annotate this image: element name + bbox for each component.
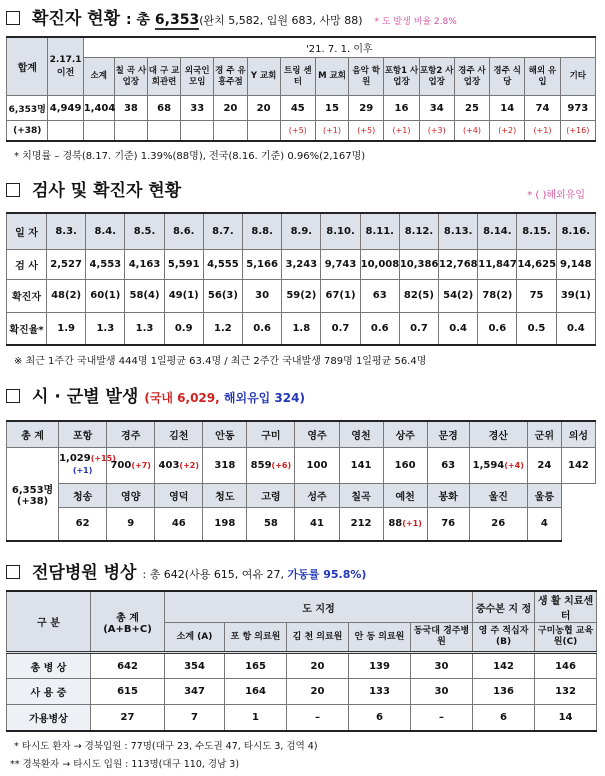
confirmed-count-cell: 14 xyxy=(490,96,525,121)
bed-count-cell: 30 xyxy=(411,679,473,705)
rate-cell: 1.3 xyxy=(125,312,164,345)
region-count: 1,594 xyxy=(472,459,505,471)
region-name: 청송 xyxy=(59,483,107,507)
header-before: 2.17.1 이전 xyxy=(48,37,83,96)
confirmed-increase-cell: (+1) xyxy=(315,121,348,141)
sub-header: 안 동 의료원 xyxy=(349,623,411,653)
region-count: 4 xyxy=(540,518,548,530)
region-count: 859 xyxy=(250,459,272,471)
region-name: 안동 xyxy=(203,421,247,447)
label-confirmed: 확진자 xyxy=(7,279,47,312)
confirmed-cell: 63 xyxy=(360,279,399,312)
transfer-in-note: * 타시도 환자 → 경북입원 : 77명(대구 23, 수도권 47, 타시도 3, 검역 4) xyxy=(14,741,318,752)
date-header: 8.7. xyxy=(203,213,242,249)
region-name: 고령 xyxy=(247,483,295,507)
bed-count-cell: 139 xyxy=(349,653,411,679)
row-label: 가용병상 xyxy=(7,705,91,731)
checkbox-square-icon xyxy=(6,389,20,403)
beds-summary: : 총 642(사용 615, 여유 27, xyxy=(142,568,285,581)
region-name: 구미 xyxy=(247,421,295,447)
confirmed-increase-cell xyxy=(114,121,147,141)
bed-count-cell: 30 xyxy=(411,653,473,679)
confirmed-increase-cell: (+1) xyxy=(384,121,419,141)
region-name: 영덕 xyxy=(155,483,203,507)
rate-cell: 0.6 xyxy=(243,312,282,345)
confirmed-increase-cell xyxy=(181,121,214,141)
region-count: 88 xyxy=(388,518,403,530)
region-increase: (+1) xyxy=(402,519,422,529)
row-before-increase xyxy=(48,121,83,141)
test-count-cell: 10,008 xyxy=(360,249,399,279)
date-header: 8.3. xyxy=(47,213,86,249)
bed-count-cell: 132 xyxy=(535,679,597,705)
total-value: 6,353명 xyxy=(11,484,54,496)
test-count-cell: 4,163 xyxy=(125,249,164,279)
confirmed-cell: 59(2) xyxy=(282,279,321,312)
region-count-cell xyxy=(59,507,107,541)
region-count: 46 xyxy=(171,518,186,530)
confirmed-cell: 48(2) xyxy=(47,279,86,312)
total-cell xyxy=(7,447,59,541)
region-overseas-increase: (+1) xyxy=(72,466,93,475)
confirmed-cell: 78(2) xyxy=(478,279,517,312)
row-before-cell: 4,949 xyxy=(48,96,83,121)
test-count-cell: 11,847 xyxy=(478,249,517,279)
region-name: 봉화 xyxy=(427,483,469,507)
confirmed-count-cell: 74 xyxy=(525,96,560,121)
date-header: 8.4. xyxy=(86,213,125,249)
region-count-cell xyxy=(339,447,383,483)
confirmed-increase-cell: (+16) xyxy=(560,121,595,141)
confirmed-count-cell: 45 xyxy=(280,96,315,121)
region-increase: (+7) xyxy=(131,460,151,470)
region-count: 212 xyxy=(350,518,372,530)
col-header: 트링 센터 xyxy=(280,57,315,95)
region-name: 영천 xyxy=(339,421,383,447)
region-count-cell xyxy=(427,447,469,483)
bed-count-cell: 7 xyxy=(165,705,225,731)
label-date: 일 자 xyxy=(7,213,47,249)
bed-count-cell: 136 xyxy=(473,679,535,705)
region-increase: (+4) xyxy=(504,460,524,470)
bed-count-cell: 142 xyxy=(473,653,535,679)
checkbox-square-icon xyxy=(6,565,20,579)
region-count-cell xyxy=(155,507,203,541)
rate-cell: 0.9 xyxy=(164,312,203,345)
header-total: 총 계 (A+B+C) xyxy=(91,591,165,653)
row-label: 총 병 상 xyxy=(7,653,91,679)
sub-header: 동국대 경주병원 xyxy=(411,623,473,653)
test-count-cell: 12,768 xyxy=(439,249,478,279)
domestic-ratio-note: * 도 발생 비율 2.8% xyxy=(374,17,457,27)
region-count-cell xyxy=(247,447,295,483)
col-header: 외국인 모임 xyxy=(181,57,214,95)
header-category: 구 분 xyxy=(7,591,91,653)
bed-count-cell: 133 xyxy=(349,679,411,705)
rate-cell: 1.8 xyxy=(282,312,321,345)
region-count: 58 xyxy=(263,518,278,530)
bed-count-cell: 20 xyxy=(287,653,349,679)
confirmed-cell: 54(2) xyxy=(439,279,478,312)
confirmed-increase-cell: (+3) xyxy=(419,121,454,141)
bed-count-cell: 615 xyxy=(91,679,165,705)
confirmed-cell: 67(1) xyxy=(321,279,360,312)
test-count-cell: 4,553 xyxy=(86,249,125,279)
sub-header: 구미농협 교육원(C) xyxy=(535,623,597,653)
confirmed-increase-cell xyxy=(83,121,114,141)
region-count-cell xyxy=(155,447,203,483)
bed-count-cell: 164 xyxy=(225,679,287,705)
confirmed-increase-cell xyxy=(247,121,280,141)
region-name: 울릉 xyxy=(527,483,561,507)
section-title: 시 · 군별 발생 xyxy=(32,387,139,407)
region-count: 198 xyxy=(214,518,236,530)
row-total-increase: (+38) xyxy=(7,121,48,141)
header-central: 중수본 지 정 xyxy=(473,591,535,623)
region-name: 울진 xyxy=(469,483,527,507)
confirmed-count-cell: 33 xyxy=(181,96,214,121)
region-count-cell xyxy=(383,507,427,541)
region-count: 76 xyxy=(441,518,456,530)
col-header: 경 주 유흥주점 xyxy=(214,57,247,95)
confirmed-cell: 58(4) xyxy=(125,279,164,312)
region-name: 포항 xyxy=(59,421,107,447)
region-name: 의성 xyxy=(561,421,595,447)
region-count: 63 xyxy=(441,459,456,471)
date-header: 8.13. xyxy=(439,213,478,249)
region-count-cell xyxy=(527,447,561,483)
rate-cell: 0.6 xyxy=(360,312,399,345)
bed-count-cell: 642 xyxy=(91,653,165,679)
empty-cell xyxy=(561,507,595,541)
section-confirmed-status xyxy=(0,8,605,33)
section-hospital-beds xyxy=(0,562,605,586)
test-count-cell: 5,591 xyxy=(164,249,203,279)
region-count: 141 xyxy=(350,459,372,471)
confirmed-table xyxy=(6,36,596,142)
col-header: 소계 xyxy=(83,57,114,95)
region-increase: (+2) xyxy=(179,460,199,470)
rate-cell: 0.7 xyxy=(321,312,360,345)
confirmed-cell: 82(5) xyxy=(399,279,438,312)
label-test: 검 사 xyxy=(7,249,47,279)
occupancy-rate: 가동률 95.8%) xyxy=(287,568,367,581)
region-count-cell xyxy=(107,507,155,541)
col-header: 경주 식당 xyxy=(490,57,525,95)
bed-count-cell: 20 xyxy=(287,679,349,705)
overseas-legend: * ( )해외유입 xyxy=(527,190,585,201)
sub-header: 영 주 적십자(B) xyxy=(473,623,535,653)
region-increase: (+15) xyxy=(90,454,116,463)
total-label: 총 계 xyxy=(7,421,59,447)
col-header: 해외 유입 xyxy=(525,57,560,95)
domestic-count: (국내 6,029, xyxy=(144,391,220,405)
col-header: 경주 사업장 xyxy=(454,57,489,95)
rate-cell: 1.9 xyxy=(47,312,86,345)
region-name: 김천 xyxy=(155,421,203,447)
region-count-cell xyxy=(561,447,595,483)
test-count-cell: 2,527 xyxy=(47,249,86,279)
region-name: 영주 xyxy=(295,421,339,447)
region-table xyxy=(6,420,596,542)
region-count: 160 xyxy=(394,459,416,471)
region-count-cell xyxy=(59,447,116,483)
region-count: 403 xyxy=(158,459,180,471)
region-count: 26 xyxy=(491,518,506,530)
confirmed-count-cell: 1,404 xyxy=(83,96,114,121)
bed-count-cell: 6 xyxy=(473,705,535,731)
confirmed-count-cell: 973 xyxy=(560,96,595,121)
test-count-cell: 14,625 xyxy=(517,249,556,279)
region-count-cell xyxy=(203,507,247,541)
rate-cell: 0.5 xyxy=(517,312,556,345)
test-table xyxy=(6,212,596,346)
region-count-cell xyxy=(427,507,469,541)
region-name: 성주 xyxy=(295,483,339,507)
test-count-cell: 9,743 xyxy=(321,249,360,279)
region-count: 62 xyxy=(75,518,90,530)
section-test-status xyxy=(0,180,605,202)
region-name: 예천 xyxy=(383,483,427,507)
row-total-cell: 6,353명 xyxy=(7,96,48,121)
test-count-cell: 4,555 xyxy=(203,249,242,279)
test-count-cell: 10,386 xyxy=(399,249,438,279)
confirmed-count-cell: 38 xyxy=(114,96,147,121)
confirmed-count-cell: 25 xyxy=(454,96,489,121)
bed-count-cell: 14 xyxy=(535,705,597,731)
confirmed-cell: 49(1) xyxy=(164,279,203,312)
region-name: 경산 xyxy=(469,421,527,447)
confirmed-increase-cell: (+5) xyxy=(349,121,384,141)
transfer-out-note: ** 경북환자 → 타시도 입원 : 113명(대구 110, 경남 3) xyxy=(10,759,240,770)
region-count-cell xyxy=(339,507,383,541)
weekly-note: ※ 최근 1주간 국내발생 444명 1일평균 63.4명 / 최근 2주간 국내발생 789명 1일평균 56.4명 xyxy=(14,356,427,367)
fatality-note: * 치명률 – 경북(8.17. 기준) 1.39%(88명), 전국(8.16. 기준) 0.96%(2,167명) xyxy=(14,151,366,162)
confirmed-count-cell: 68 xyxy=(147,96,180,121)
confirmed-cell: 39(1) xyxy=(556,279,595,312)
confirmed-count-cell: 34 xyxy=(419,96,454,121)
region-count: 142 xyxy=(567,459,589,471)
row-label: 사 용 중 xyxy=(7,679,91,705)
confirmed-increase-cell xyxy=(214,121,247,141)
region-name: 문경 xyxy=(427,421,469,447)
rate-cell: 1.2 xyxy=(203,312,242,345)
section-region xyxy=(0,386,605,409)
region-name: 칠곡 xyxy=(339,483,383,507)
confirmed-cell: 30 xyxy=(243,279,282,312)
date-header: 8.6. xyxy=(164,213,203,249)
bed-count-cell: – xyxy=(411,705,473,731)
confirmed-increase-cell xyxy=(147,121,180,141)
region-count-cell xyxy=(469,507,527,541)
confirmed-increase-cell: (+1) xyxy=(525,121,560,141)
date-header: 8.16. xyxy=(556,213,595,249)
bed-count-cell: 165 xyxy=(225,653,287,679)
col-header: 대 구 교회관련 xyxy=(147,57,180,95)
region-count-cell xyxy=(247,507,295,541)
label-rate: 확진율* xyxy=(7,312,47,345)
rate-cell: 0.4 xyxy=(556,312,595,345)
header-total: 합계 xyxy=(7,37,48,96)
header-period: '21. 7. 1. 이후 xyxy=(83,37,595,57)
checkbox-square-icon xyxy=(6,11,20,25)
rate-cell: 1.3 xyxy=(86,312,125,345)
region-count: 1,029 xyxy=(59,453,91,464)
confirmed-cell: 75 xyxy=(517,279,556,312)
region-name: 청도 xyxy=(203,483,247,507)
col-header: 칠 곡 사업장 xyxy=(114,57,147,95)
region-count-cell xyxy=(295,507,339,541)
confirmed-count-cell: 29 xyxy=(349,96,384,121)
region-name: 경주 xyxy=(107,421,155,447)
confirmed-count-cell: 15 xyxy=(315,96,348,121)
date-header: 8.9. xyxy=(282,213,321,249)
region-count: 100 xyxy=(306,459,328,471)
summary-prefix: : 총 xyxy=(126,12,155,28)
region-count-cell xyxy=(203,447,247,483)
region-count: 41 xyxy=(310,518,324,530)
col-header: Y 교회 xyxy=(247,57,280,95)
col-header: 포항1 사업장 xyxy=(384,57,419,95)
date-header: 8.12. xyxy=(399,213,438,249)
checkbox-square-icon xyxy=(6,183,20,197)
confirmed-increase-cell: (+4) xyxy=(454,121,489,141)
confirmed-increase-cell: (+2) xyxy=(490,121,525,141)
bed-count-cell: 27 xyxy=(91,705,165,731)
empty-cell xyxy=(561,483,595,507)
test-count-cell: 9,148 xyxy=(556,249,595,279)
bed-count-cell: 347 xyxy=(165,679,225,705)
confirmed-increase-cell: (+5) xyxy=(280,121,315,141)
sub-header: 포 항 의료원 xyxy=(225,623,287,653)
region-count: 9 xyxy=(127,518,135,530)
date-header: 8.11. xyxy=(360,213,399,249)
region-count: 700 xyxy=(110,459,132,471)
col-header: 포항2 사업장 xyxy=(419,57,454,95)
total-increase: (+38) xyxy=(16,495,49,507)
section-title: 전담병원 병상 xyxy=(32,563,137,583)
header-province: 도 지정 xyxy=(165,591,473,623)
bed-count-cell: 354 xyxy=(165,653,225,679)
bed-count-cell: 6 xyxy=(349,705,411,731)
beds-table xyxy=(6,590,597,732)
region-increase: (+6) xyxy=(271,460,292,470)
confirmed-cell: 60(1) xyxy=(86,279,125,312)
date-header: 8.10. xyxy=(321,213,360,249)
sub-header: 김 천 의료원 xyxy=(287,623,349,653)
region-count-cell xyxy=(469,447,527,483)
bed-count-cell: 1 xyxy=(225,705,287,731)
bed-count-cell: 146 xyxy=(535,653,597,679)
test-count-cell: 3,243 xyxy=(282,249,321,279)
sub-header: 소계 (A) xyxy=(165,623,225,653)
test-count-cell: 5,166 xyxy=(243,249,282,279)
summary-detail: (완치 5,582, 입원 683, 사망 88) xyxy=(199,14,363,27)
date-header: 8.14. xyxy=(478,213,517,249)
rate-cell: 0.7 xyxy=(399,312,438,345)
confirmed-cell: 56(3) xyxy=(203,279,242,312)
col-header: M 교회 xyxy=(315,57,348,95)
region-count-cell xyxy=(527,507,561,541)
confirmed-count-cell: 20 xyxy=(214,96,247,121)
rate-cell: 0.6 xyxy=(478,312,517,345)
col-header: 기타 xyxy=(560,57,595,95)
region-name: 군위 xyxy=(527,421,561,447)
confirmed-count-cell: 20 xyxy=(247,96,280,121)
region-count: 24 xyxy=(537,459,552,471)
header-center: 생 활 치료센터 xyxy=(535,591,597,623)
date-header: 8.5. xyxy=(125,213,164,249)
section-title: 검사 및 확진자 현황 xyxy=(32,181,182,201)
date-header: 8.8. xyxy=(243,213,282,249)
confirmed-count-cell: 16 xyxy=(384,96,419,121)
region-count: 318 xyxy=(214,459,236,471)
region-count-cell xyxy=(107,447,155,483)
date-header: 8.15. xyxy=(517,213,556,249)
rate-cell: 0.4 xyxy=(439,312,478,345)
overseas-count: 해외유입 324) xyxy=(223,391,305,405)
section-title: 확진자 현황 xyxy=(32,9,121,29)
region-name: 상주 xyxy=(383,421,427,447)
summary-total: 6,353 xyxy=(154,12,200,28)
region-name: 영양 xyxy=(107,483,155,507)
bed-count-cell: – xyxy=(287,705,349,731)
col-header: 음악 학원 xyxy=(349,57,384,95)
region-count-cell xyxy=(383,447,427,483)
region-count-cell xyxy=(295,447,339,483)
